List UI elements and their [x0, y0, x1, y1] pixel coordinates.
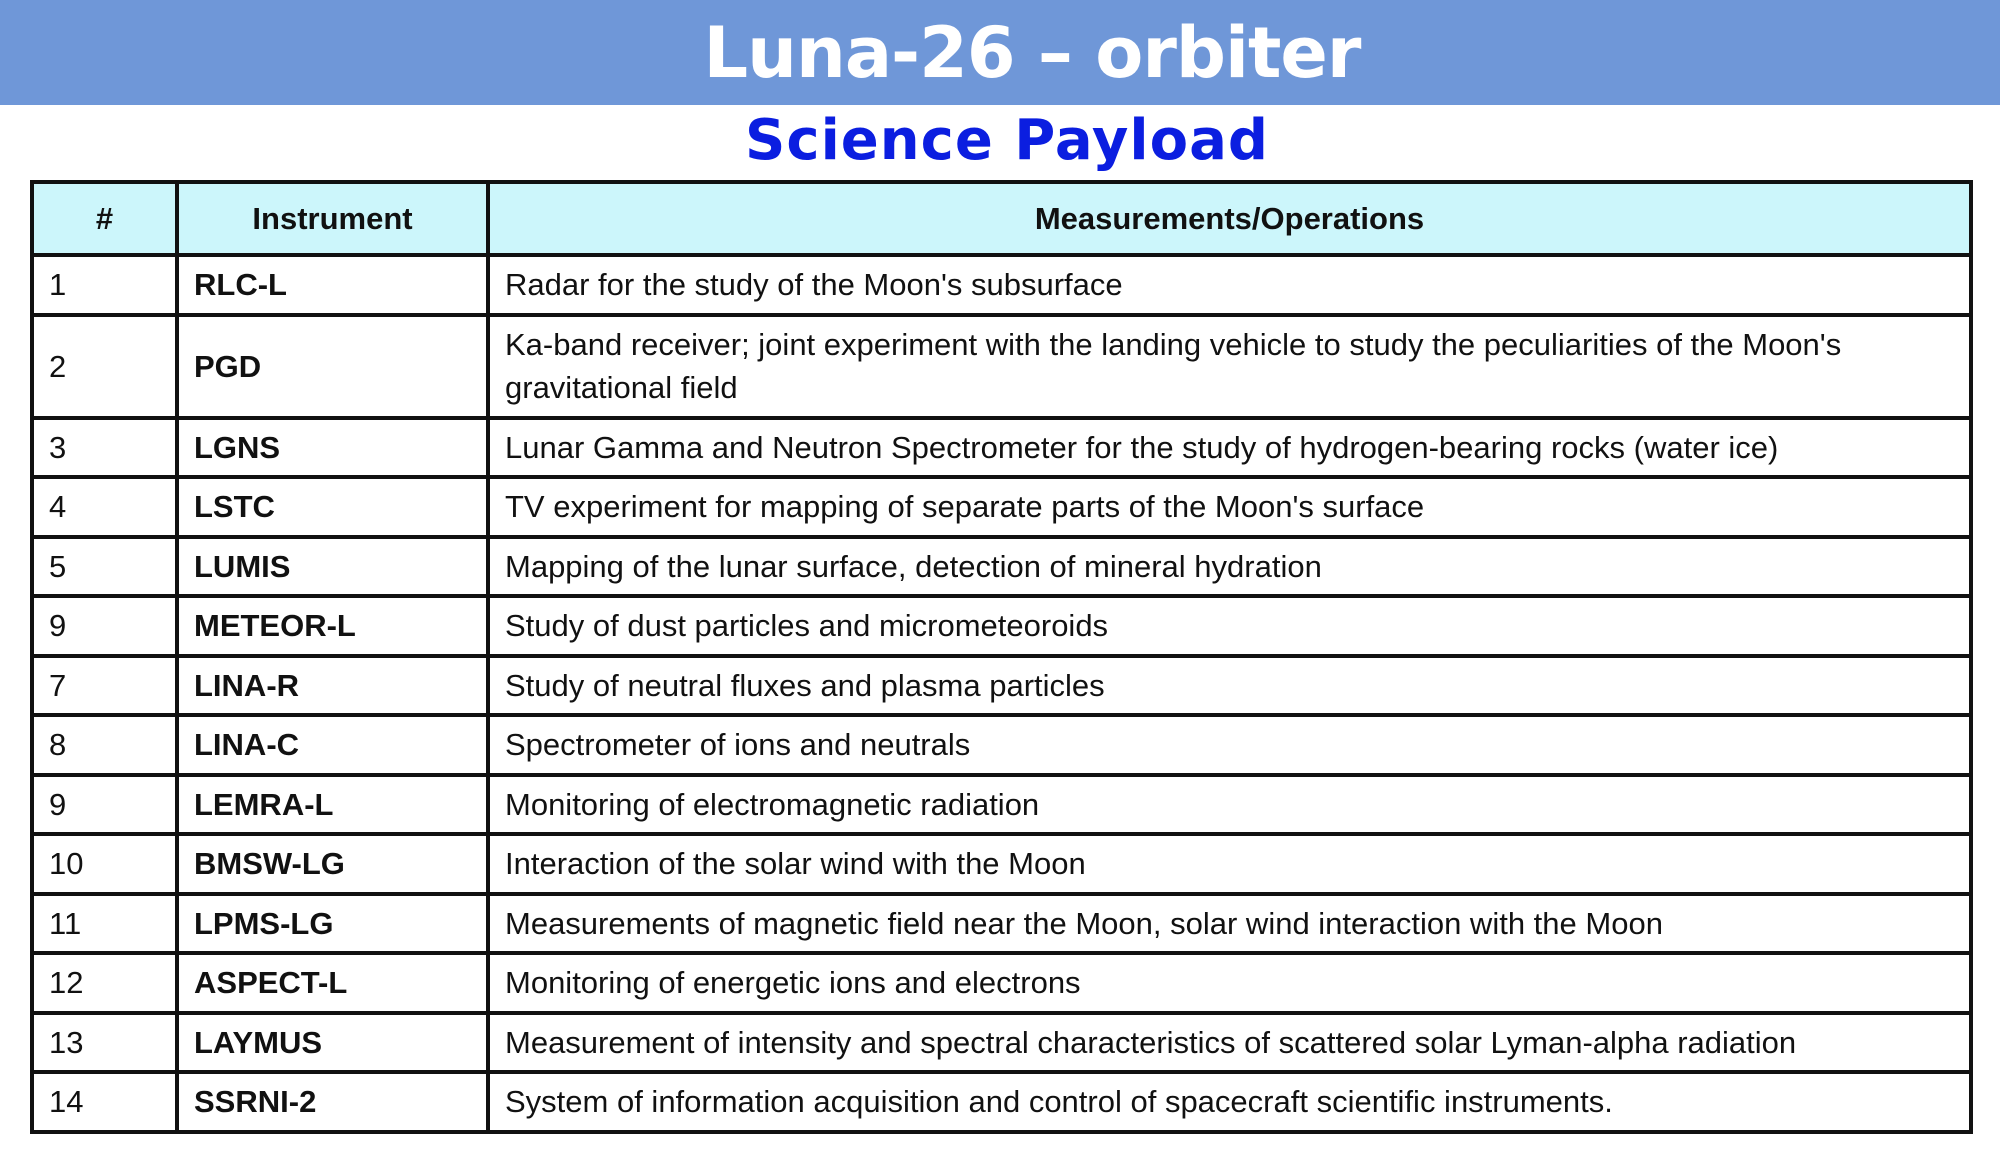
- row-number: 9: [32, 596, 177, 656]
- row-description: Ka-band receiver; joint experiment with the landing vehicle to study the peculiarities of the Moon's gravitational field: [488, 315, 1971, 418]
- row-instrument: PGD: [177, 315, 488, 418]
- payload-table: [30, 180, 1973, 1134]
- table-header-row: [32, 182, 1971, 255]
- row-number: 1: [32, 255, 177, 315]
- row-number: 2: [32, 315, 177, 418]
- row-number: 4: [32, 477, 177, 537]
- row-number: 11: [32, 894, 177, 954]
- table-row: [32, 953, 1971, 1013]
- column-header-instrument: Instrument: [177, 182, 488, 255]
- table-row: [32, 255, 1971, 315]
- row-number: 3: [32, 418, 177, 478]
- row-instrument: LGNS: [177, 418, 488, 478]
- row-instrument: LINA-R: [177, 656, 488, 716]
- row-number: 7: [32, 656, 177, 716]
- row-description: System of information acquisition and control of spacecraft scientific instruments.: [488, 1072, 1971, 1132]
- row-instrument: METEOR-L: [177, 596, 488, 656]
- row-instrument: LUMIS: [177, 537, 488, 597]
- row-description: Measurement of intensity and spectral characteristics of scattered solar Lyman-alpha radiation: [488, 1013, 1971, 1073]
- row-description: Measurements of magnetic field near the Moon, solar wind interaction with the Moon: [488, 894, 1971, 954]
- table-row: [32, 477, 1971, 537]
- row-number: 14: [32, 1072, 177, 1132]
- row-instrument: BMSW-LG: [177, 834, 488, 894]
- table-row: [32, 1013, 1971, 1073]
- row-description: Monitoring of electromagnetic radiation: [488, 775, 1971, 835]
- page-subtitle: Science Payload: [745, 108, 1269, 173]
- page-title: Luna-26 – orbiter: [703, 11, 1361, 94]
- title-banner: [0, 0, 2000, 105]
- row-number: 13: [32, 1013, 177, 1073]
- table-row: [32, 315, 1971, 418]
- row-description: Study of dust particles and micrometeoroids: [488, 596, 1971, 656]
- row-description: TV experiment for mapping of separate parts of the Moon's surface: [488, 477, 1971, 537]
- row-description: Study of neutral fluxes and plasma particles: [488, 656, 1971, 716]
- row-instrument: LINA-C: [177, 715, 488, 775]
- row-instrument: LPMS-LG: [177, 894, 488, 954]
- row-description: Mapping of the lunar surface, detection of mineral hydration: [488, 537, 1971, 597]
- column-header-number: #: [32, 182, 177, 255]
- row-description: Interaction of the solar wind with the Moon: [488, 834, 1971, 894]
- row-description: Radar for the study of the Moon's subsurface: [488, 255, 1971, 315]
- row-instrument: LEMRA-L: [177, 775, 488, 835]
- table-row: [32, 596, 1971, 656]
- column-header-measurements: Measurements/Operations: [488, 182, 1971, 255]
- row-description: Lunar Gamma and Neutron Spectrometer for the study of hydrogen-bearing rocks (water ice): [488, 418, 1971, 478]
- table-row: [32, 656, 1971, 716]
- row-instrument: SSRNI-2: [177, 1072, 488, 1132]
- row-number: 10: [32, 834, 177, 894]
- table-row: [32, 418, 1971, 478]
- row-instrument: LSTC: [177, 477, 488, 537]
- row-instrument: RLC-L: [177, 255, 488, 315]
- row-number: 12: [32, 953, 177, 1013]
- row-description: Spectrometer of ions and neutrals: [488, 715, 1971, 775]
- table-row: [32, 537, 1971, 597]
- table-row: [32, 775, 1971, 835]
- row-instrument: ASPECT-L: [177, 953, 488, 1013]
- table-row: [32, 894, 1971, 954]
- row-number: 8: [32, 715, 177, 775]
- row-description: Monitoring of energetic ions and electrons: [488, 953, 1971, 1013]
- row-number: 5: [32, 537, 177, 597]
- table-row: [32, 1072, 1971, 1132]
- row-number: 9: [32, 775, 177, 835]
- table-row: [32, 715, 1971, 775]
- row-instrument: LAYMUS: [177, 1013, 488, 1073]
- table-row: [32, 834, 1971, 894]
